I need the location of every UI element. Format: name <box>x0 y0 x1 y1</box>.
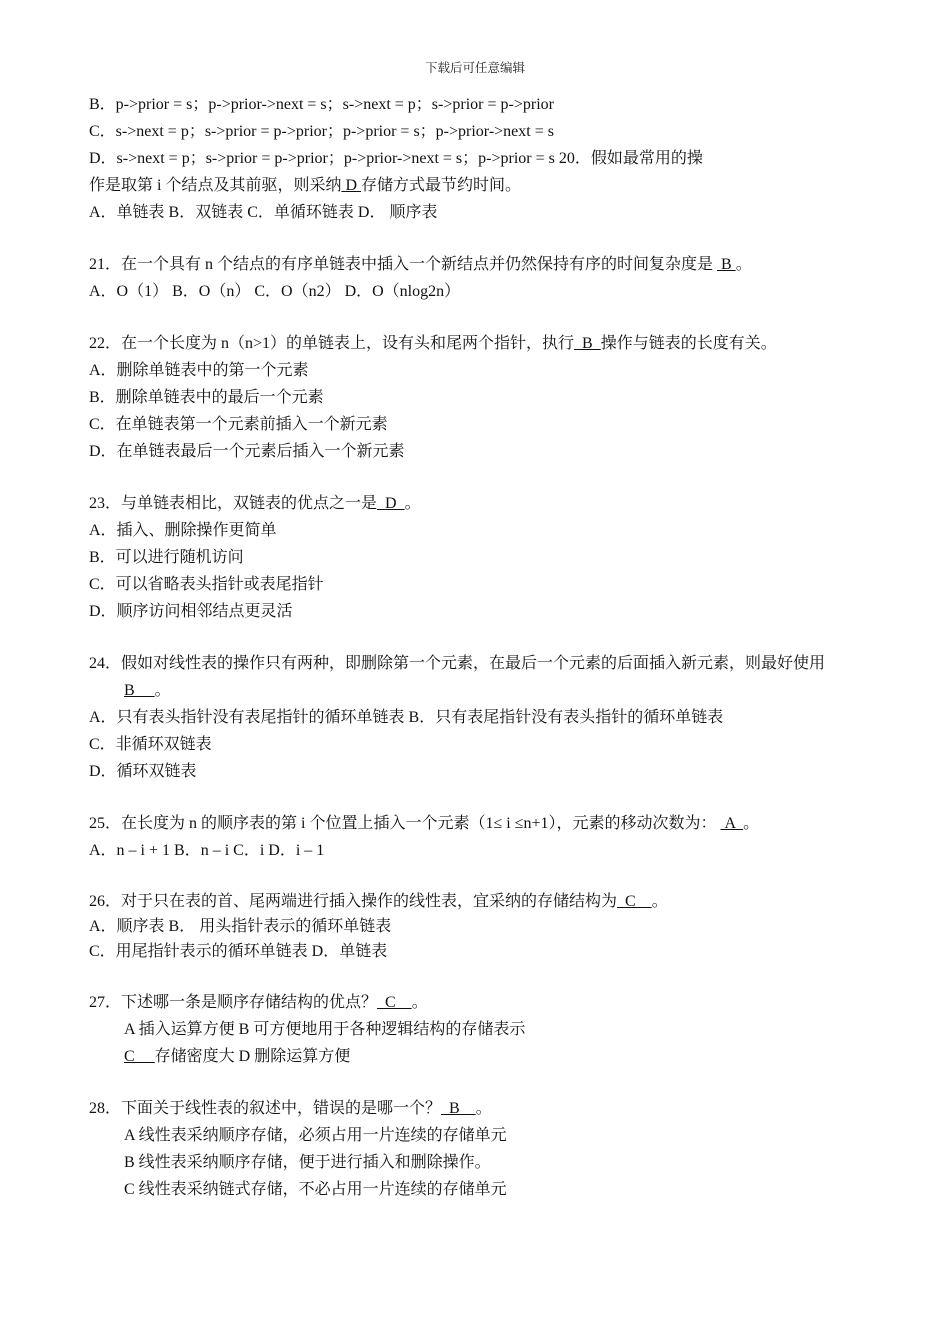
question-text: 28．下面关于线性表的叙述中，错误的是哪一个？ <box>89 1100 442 1117</box>
blank-line <box>89 625 879 650</box>
text-line <box>89 330 879 357</box>
text-line: C．s->next = p；s->prior = p->prior；p->prior = s；p->prior->next = s <box>89 123 554 140</box>
text-line <box>89 1043 879 1070</box>
question-text-end: 存储方式最节约时间。 <box>361 177 522 194</box>
text-line: B．可以进行随机访问 <box>89 549 244 566</box>
answer-blank: D <box>377 495 405 512</box>
text-line: 24．假如对线性表的操作只有两种，即删除第一个元素，在最后一个元素的后面插入新元素，则最好使用 <box>89 655 826 672</box>
answer-blank: B <box>441 1100 476 1117</box>
text-line: D．顺序访问相邻结点更灵活 <box>89 603 293 620</box>
text-line: A．O（1） B．O（n） C．O（n2） D．O（nlog2n） <box>89 283 461 300</box>
text-line: C 线性表采纳链式存储，不必占用一片连续的存储单元 <box>124 1181 507 1198</box>
text-line: B 线性表采纳顺序存储，便于进行插入和删除操作。 <box>124 1154 491 1171</box>
question-text: 作是取第 i 个结点及其前驱，则采纳 <box>89 177 342 194</box>
text-line <box>89 172 879 199</box>
text-line <box>89 1095 879 1122</box>
blank-line <box>89 964 879 989</box>
text-line: C．在单链表第一个元素前插入一个新元素 <box>89 416 388 433</box>
text-line: A．n – i + 1 B．n – i C．i D．i – 1 <box>89 842 325 859</box>
question-text-end: 。 <box>411 994 428 1011</box>
question-text-end: 存储密度大 D 删除运算方便 <box>154 1048 351 1065</box>
text-line <box>89 810 879 837</box>
question-text-end: 。 <box>743 815 760 832</box>
answer-blank: C <box>377 994 412 1011</box>
text-line: D．循环双链表 <box>89 763 197 780</box>
text-line: A．插入、删除操作更简单 <box>89 522 277 539</box>
text-line: A．删除单链表中的第一个元素 <box>89 362 309 379</box>
text-line: A 线性表采纳顺序存储，必须占用一片连续的存储单元 <box>124 1127 507 1144</box>
text-line <box>89 889 879 914</box>
text-line: A．单链表 B．双链表 C．单循环链表 D． 顺序表 <box>89 204 438 221</box>
blank-line <box>89 226 879 251</box>
text-line <box>89 251 879 278</box>
text-line: B．删除单链表中的最后一个元素 <box>89 389 324 406</box>
answer-blank: A <box>720 815 744 832</box>
text-line <box>89 989 879 1016</box>
blank-line <box>89 1070 879 1095</box>
document-body <box>89 91 879 1203</box>
text-line: A．顺序表 B． 用头指针表示的循环单链表 <box>89 918 392 935</box>
text-line: A．只有表头指针没有表尾指针的循环单链表 B．只有表尾指针没有表头指针的循环单链表 <box>89 709 724 726</box>
answer-blank: B <box>574 335 601 352</box>
question-text-end: 。 <box>154 682 171 699</box>
question-text-end: 操作与链表的长度有关。 <box>600 335 777 352</box>
answer-blank: C <box>124 1048 155 1065</box>
blank-line <box>89 465 879 490</box>
page-header: 下载后可任意编辑 <box>424 60 525 75</box>
text-line: D．s->next = p；s->prior = p->prior；p->prior->next = s；p->prior = s 20．假如最常用的操 <box>89 150 703 167</box>
text-line: C．非循环双链表 <box>89 736 212 753</box>
answer-blank: B <box>717 256 736 273</box>
text-line: C．用尾指针表示的循环单链表 D．单链表 <box>89 943 388 960</box>
question-text: 25．在长度为 n 的顺序表的第 i 个位置上插入一个元素（1≤ i ≤n+1），元素的移动次数为： <box>89 815 721 832</box>
question-text: 23．与单链表相比，双链表的优点之一是 <box>89 495 378 512</box>
question-text-end: 。 <box>475 1100 492 1117</box>
question-text: 22．在一个长度为 n（n>1）的单链表上，设有头和尾两个指针，执行 <box>89 335 575 352</box>
text-line: C．可以省略表头指针或表尾指针 <box>89 576 324 593</box>
question-text: 21．在一个具有 n 个结点的有序单链表中插入一个新结点并仍然保持有序的时间复杂度是 <box>89 256 718 273</box>
question-text-end: 。 <box>404 495 421 512</box>
answer-blank: D <box>341 177 362 194</box>
blank-line <box>89 864 879 889</box>
text-line: D．在单链表最后一个元素后插入一个新元素 <box>89 443 405 460</box>
blank-line <box>89 305 879 330</box>
text-line <box>89 677 879 704</box>
question-text-end: 。 <box>651 893 668 910</box>
answer-blank: C <box>617 893 652 910</box>
question-text-end: 。 <box>735 256 752 273</box>
answer-blank: B <box>124 682 155 699</box>
text-line: A 插入运算方便 B 可方便地用于各种逻辑结构的存储表示 <box>124 1021 526 1038</box>
question-text: 26．对于只在表的首、尾两端进行插入操作的线性表，宜采纳的存储结构为 <box>89 893 618 910</box>
text-line: B．p->prior = s；p->prior->next = s；s->next = p；s->prior = p->prior <box>89 96 554 113</box>
blank-line <box>89 785 879 810</box>
question-text: 27．下述哪一条是顺序存储结构的优点？ <box>89 994 378 1011</box>
text-line <box>89 490 879 517</box>
